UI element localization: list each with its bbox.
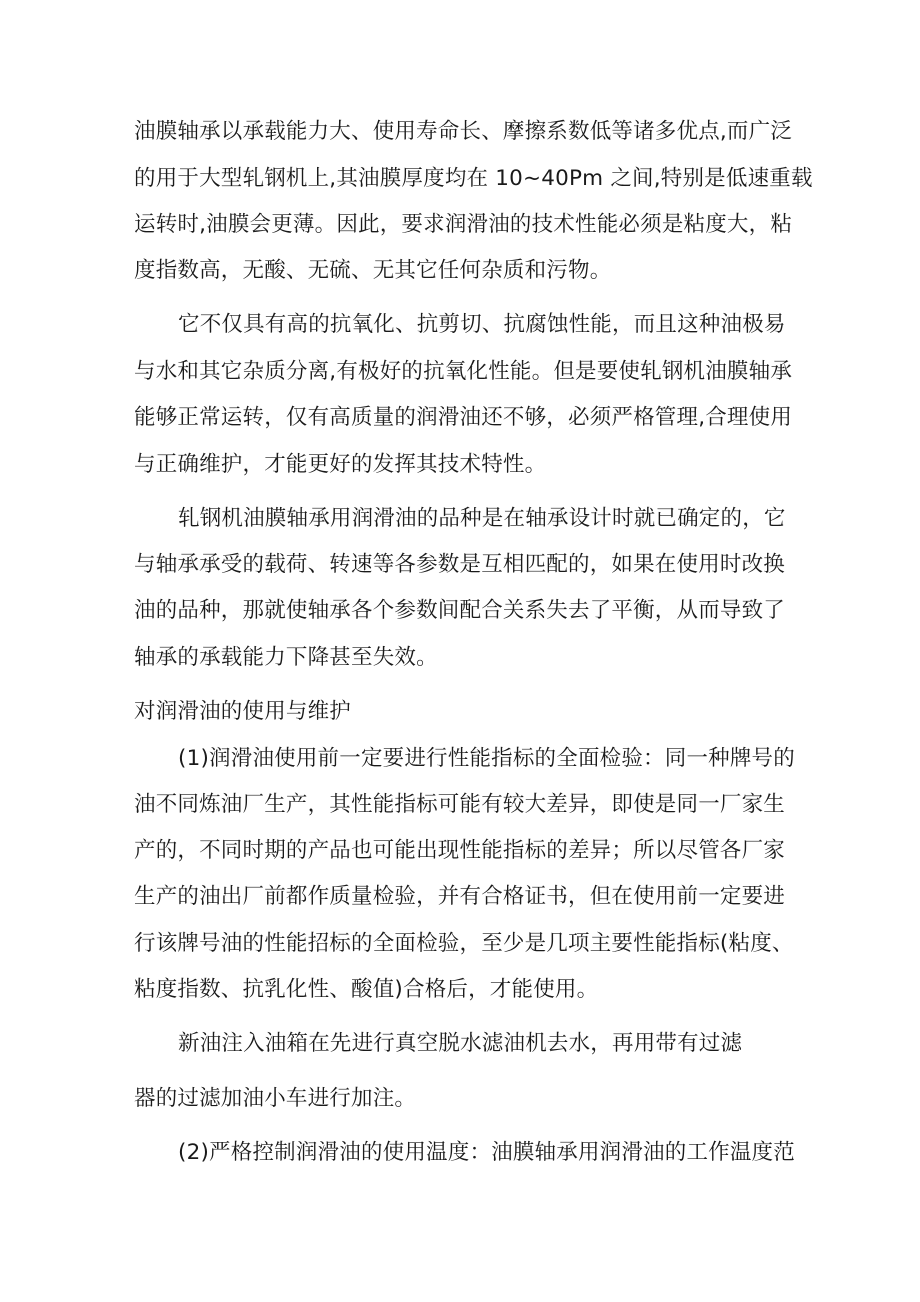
paragraph-1-line-4: 度指数高，无酸、无硫、无其它任何杂质和污物。 xyxy=(134,258,612,283)
item-1-line-4: 生产的油出厂前都作质量检验，并有合格证书，但在使用前一定要进 xyxy=(134,884,786,909)
paragraph-2-line-2: 与水和其它杂质分离,有极好的抗氧化性能。但是要使轧钢机油膜轴承 xyxy=(134,359,793,384)
paragraph-4-line-2: 器的过滤加油小车进行加注。 xyxy=(134,1086,417,1111)
item-1-line-1: (1)润滑油使用前一定要进行性能指标的全面检验：同一种牌号的 xyxy=(178,746,795,771)
section-heading: 对润滑油的使用与维护 xyxy=(134,699,352,724)
item-1-line-5: 行该牌号油的性能招标的全面检验，至少是几项主要性能指标(粘度、 xyxy=(134,931,794,956)
paragraph-4-line-1: 新油注入油箱在先进行真空脱水滤油机去水，再用带有过滤 xyxy=(178,1031,743,1056)
paragraph-3-line-4: 轴承的承载能力下降甚至失效。 xyxy=(134,645,438,670)
paragraph-2-line-3: 能够正常运转，仅有高质量的润滑油还不够，必须严格管理,合理使用 xyxy=(134,405,793,430)
item-2-line-1: (2)严格控制润滑油的使用温度：油膜轴承用润滑油的工作温度范 xyxy=(178,1140,795,1165)
paragraph-2-line-4: 与正确维护，才能更好的发挥其技术特性。 xyxy=(134,452,547,477)
item-1-line-2: 油不同炼油厂生产，其性能指标可能有较大差异，即使是同一厂家生 xyxy=(134,792,786,817)
paragraph-3-line-1: 轧钢机油膜轴承用润滑油的品种是在轴承设计时就已确定的，它 xyxy=(178,506,786,531)
item-1-line-3: 产的，不同时期的产品也可能出现性能指标的差异；所以尽管各厂家 xyxy=(134,838,786,863)
paragraph-2-line-1: 它不仅具有高的抗氧化、抗剪切、抗腐蚀性能，而且这种油极易 xyxy=(178,312,786,337)
paragraph-3-line-2: 与轴承承受的载荷、转速等各参数是互相匹配的，如果在使用时改换 xyxy=(134,552,786,577)
paragraph-1-line-1: 油膜轴承以承载能力大、使用寿命长、摩擦系数低等诸多优点,而广泛 xyxy=(134,119,793,144)
paragraph-1-line-2: 的用于大型轧钢机上,其油膜厚度均在 10~40Pm 之间,特别是低速重载 xyxy=(134,166,813,191)
paragraph-1-line-3: 运转时,油膜会更薄。因此，要求润滑油的技术性能必须是粘度大，粘 xyxy=(134,212,793,237)
item-1-line-6: 粘度指数、抗乳化性、酸值)合格后，才能使用。 xyxy=(134,977,599,1002)
paragraph-3-line-3: 油的品种，那就使轴承各个参数间配合关系失去了平衡，从而导致了 xyxy=(134,598,786,623)
